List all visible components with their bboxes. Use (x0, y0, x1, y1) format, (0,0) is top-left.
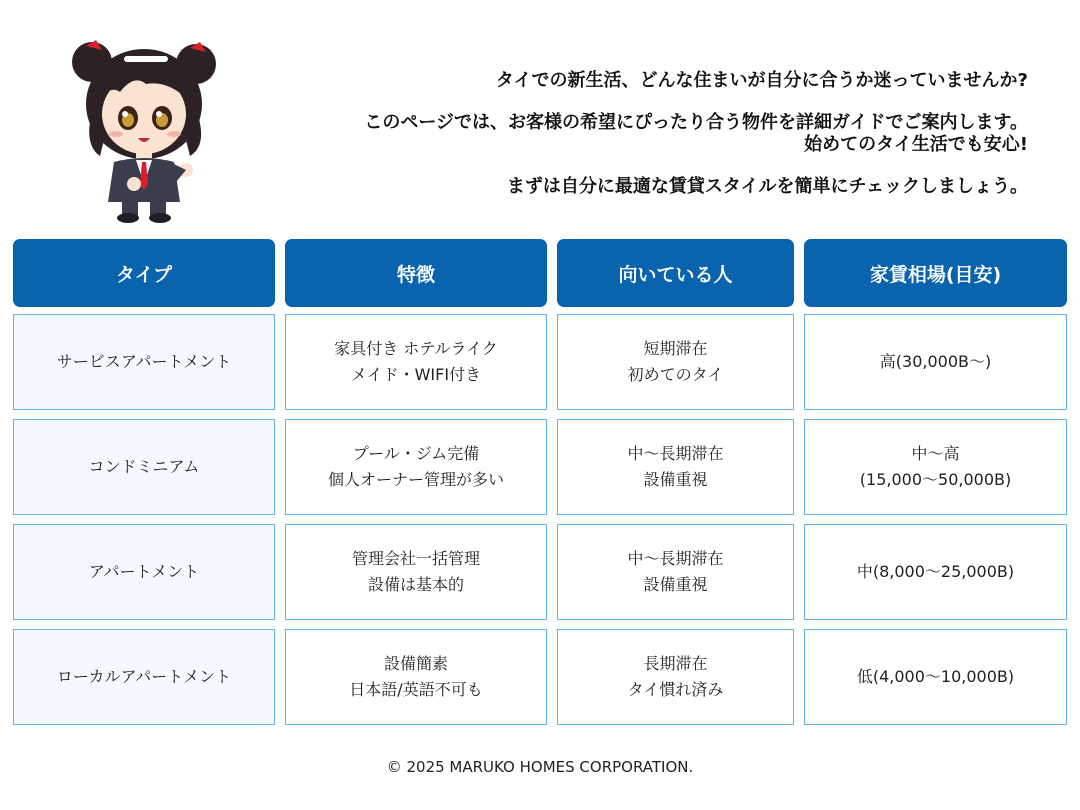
cell-features (285, 314, 547, 410)
cell-rent (804, 524, 1067, 620)
suited-line: タイ慣れ済み (627, 680, 724, 699)
table-row (0, 314, 1080, 410)
cell-rent (804, 419, 1067, 515)
type-label: ローカルアパートメント (56, 667, 232, 686)
mascot-illustration (64, 34, 224, 224)
type-label: コンドミニアム (88, 457, 200, 476)
suited-line: 初めてのタイ (627, 365, 724, 384)
table-header (0, 239, 1080, 307)
rent-line: 中〜高 (911, 444, 960, 463)
header-suited: 向いている人 (557, 239, 794, 307)
copyright-footer: © 2025 MARUKO HOMES CORPORATION. (386, 758, 694, 776)
rent-line: 低(4,000〜10,000B) (856, 667, 1015, 686)
rent-line: 高(30,000B〜) (879, 352, 992, 371)
suited-line: 中〜長期滞在 (627, 549, 724, 568)
type-label: アパートメント (88, 562, 200, 581)
features-line: 家具付き ホテルライク (334, 339, 498, 358)
intro-line-1: タイでの新生活、どんな住まいが自分に合うか迷っていませんか? (495, 70, 1028, 91)
suited-line: 中〜長期滞在 (627, 444, 724, 463)
suited-line: 長期滞在 (643, 654, 708, 673)
header-features: 特徴 (285, 239, 547, 307)
cell-rent (804, 629, 1067, 725)
intro-line-3: 始めてのタイ生活でも安心! (804, 134, 1028, 155)
suited-line: 設備重視 (643, 575, 708, 594)
cell-rent (804, 314, 1067, 410)
type-label: サービスアパートメント (56, 352, 232, 371)
cell-features (285, 524, 547, 620)
suited-line: 設備重視 (643, 470, 708, 489)
features-line: 個人オーナー管理が多い (327, 470, 504, 489)
features-line: メイド・WIFI付き (350, 365, 482, 384)
cell-type (13, 629, 275, 725)
cell-type (13, 314, 275, 410)
features-line: プール・ジム完備 (352, 444, 480, 463)
cell-suited (557, 314, 794, 410)
intro-text (268, 70, 1028, 198)
table-row (0, 629, 1080, 725)
features-line: 設備簡素 (383, 654, 448, 673)
table-row (0, 419, 1080, 515)
cell-type (13, 419, 275, 515)
header-type: タイプ (13, 239, 275, 307)
intro-line-4: まずは自分に最適な賃貸スタイルを簡単にチェックしましょう。 (506, 176, 1028, 197)
cell-suited (557, 419, 794, 515)
rent-line: (15,000〜50,000B) (859, 470, 1012, 489)
cell-suited (557, 524, 794, 620)
cell-features (285, 629, 547, 725)
suited-line: 短期滞在 (643, 339, 708, 358)
cell-features (285, 419, 547, 515)
cell-suited (557, 629, 794, 725)
table-row (0, 524, 1080, 620)
features-line: 設備は基本的 (367, 575, 464, 594)
cell-type (13, 524, 275, 620)
features-line: 日本語/英語不可も (349, 680, 483, 699)
intro-line-2: このページでは、お客様の希望にぴったり合う物件を詳細ガイドでご案内します。 (364, 112, 1028, 133)
rent-line: 中(8,000〜25,000B) (856, 562, 1015, 581)
header-rent: 家賃相場(目安) (804, 239, 1067, 307)
features-line: 管理会社一括管理 (351, 549, 480, 568)
